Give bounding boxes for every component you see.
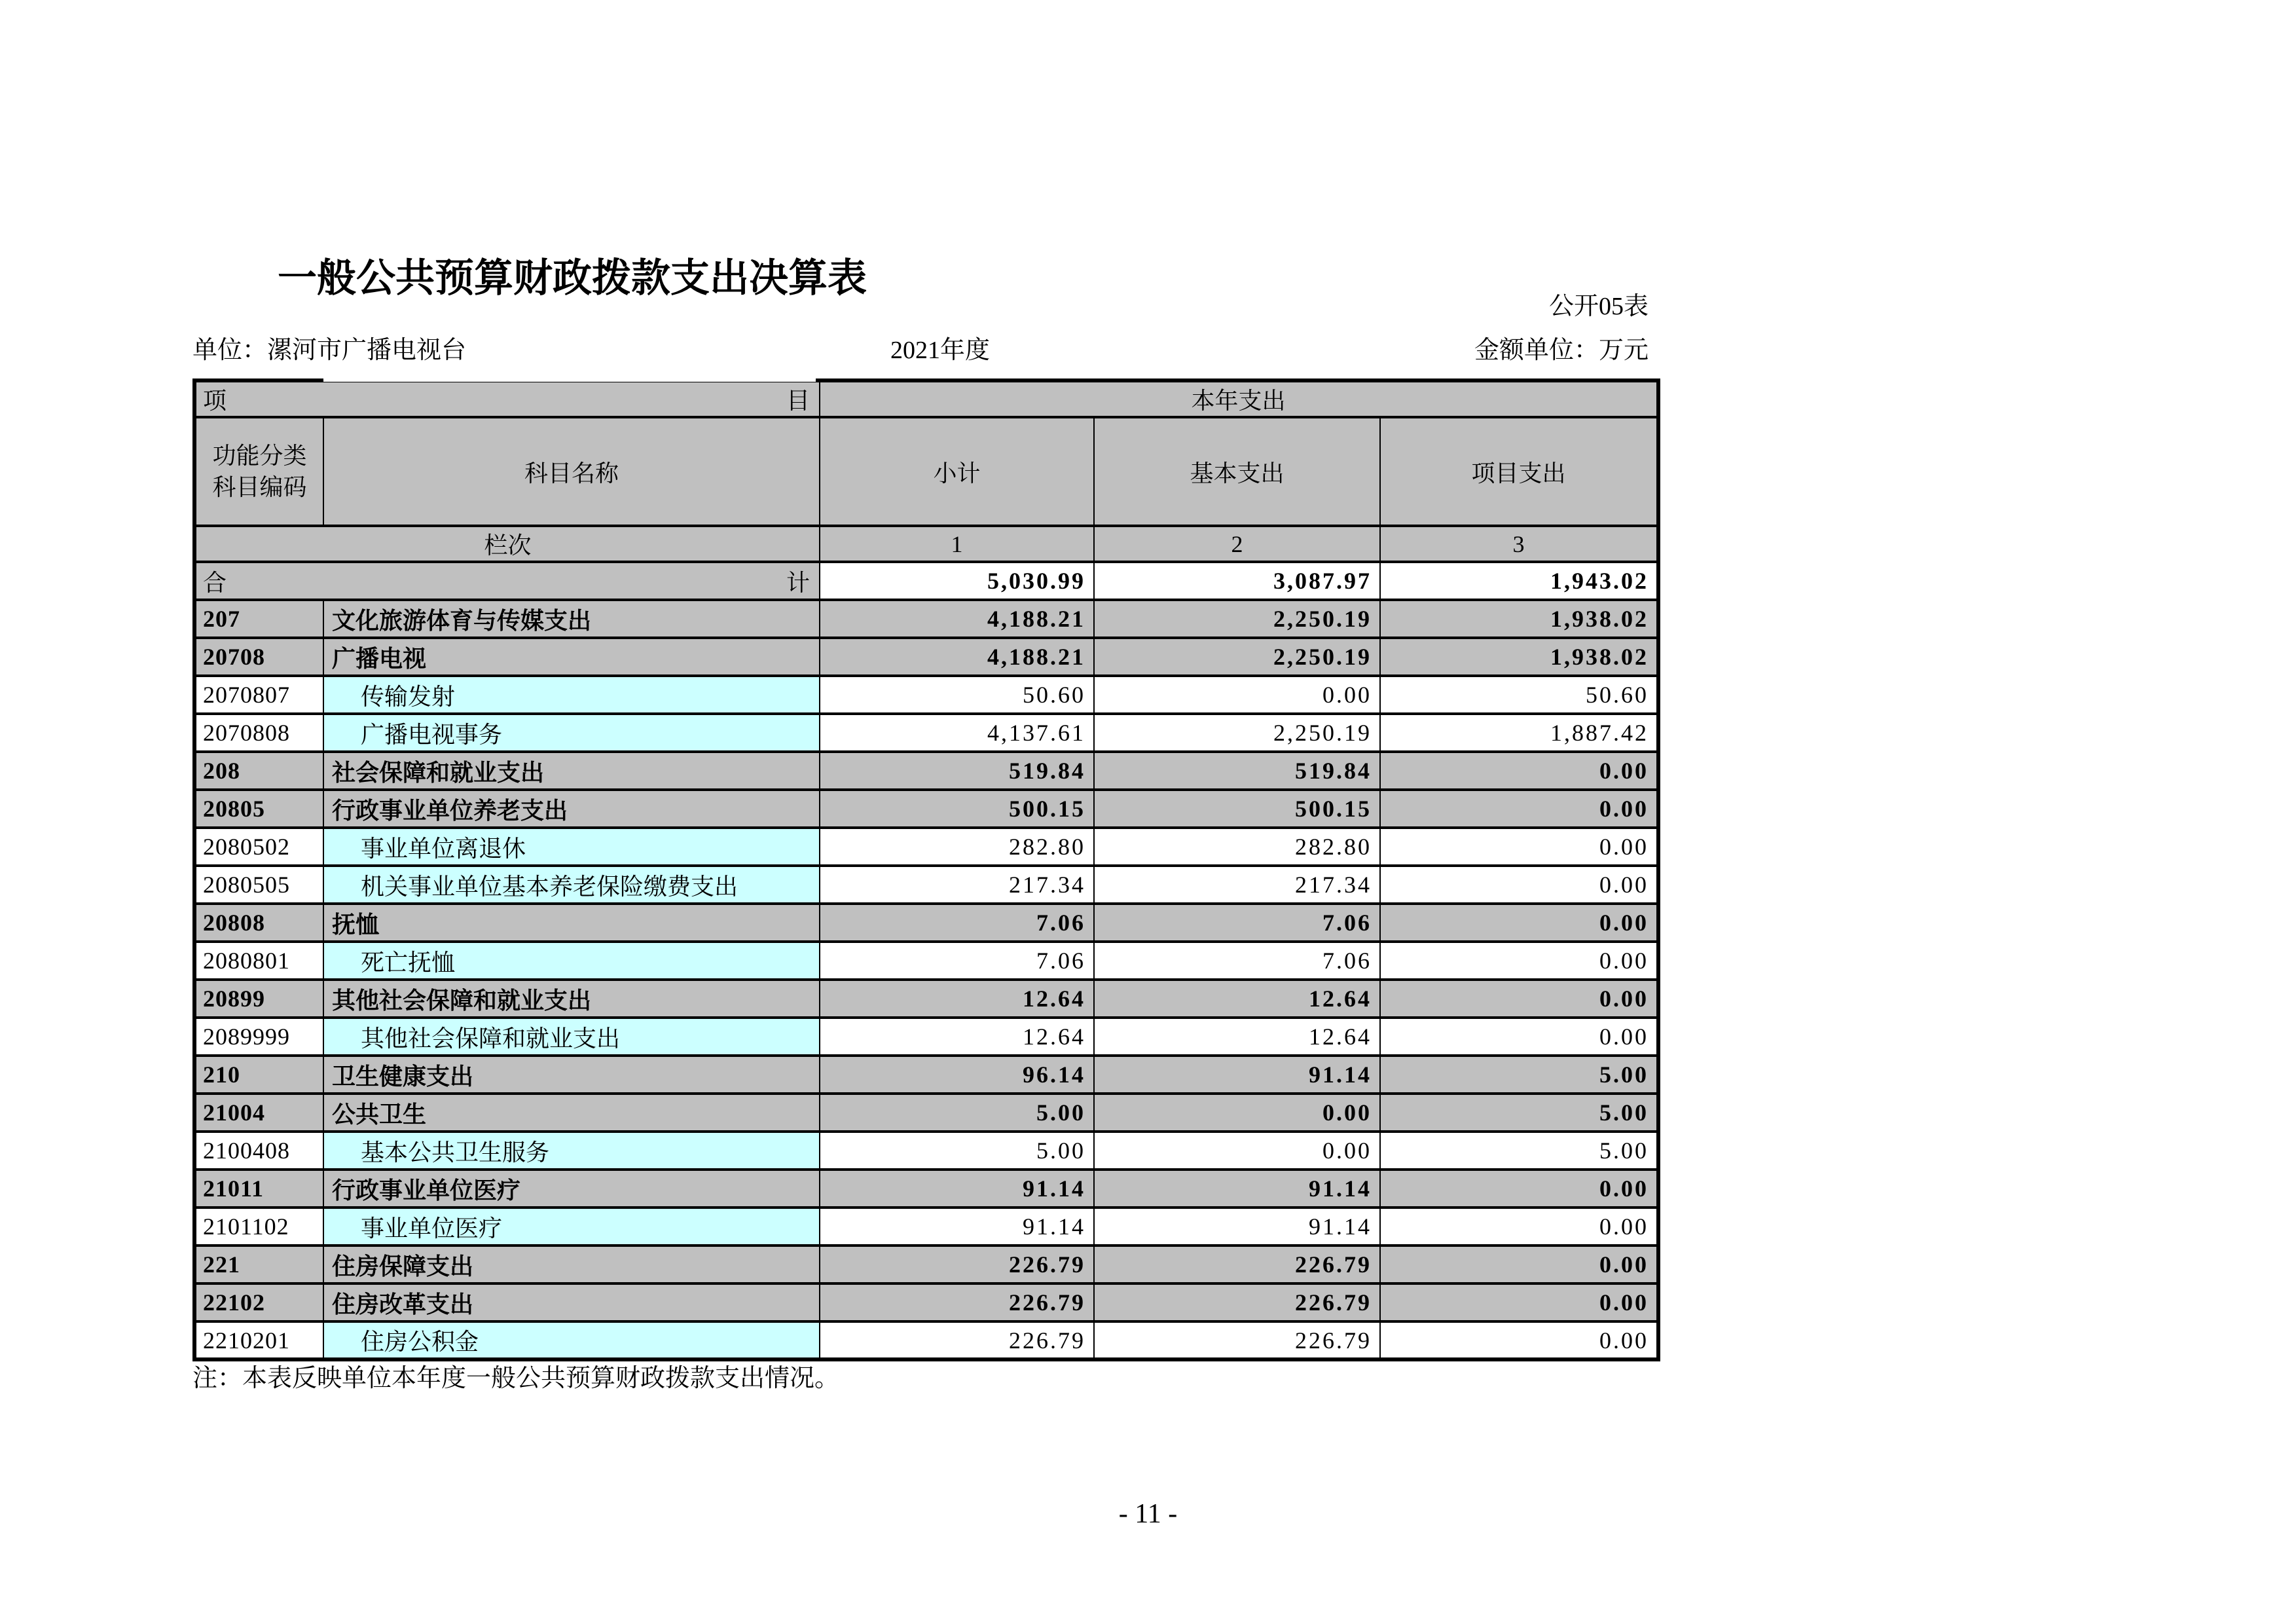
row-code: 2100408 — [194, 1132, 323, 1170]
row-name: 其他社会保障和就业支出 — [323, 980, 820, 1018]
row-subtotal: 519.84 — [820, 752, 1094, 790]
page-number: - 11 - — [1118, 1499, 1178, 1529]
row-subtotal: 7.06 — [820, 904, 1094, 942]
row-basic: 282.80 — [1094, 828, 1380, 866]
header-current-year-expenditure: 本年支出 — [820, 380, 1658, 417]
row-code: 22102 — [194, 1283, 323, 1321]
row-code: 208 — [194, 752, 323, 790]
form-code-label: 公开05表 — [1548, 293, 1649, 320]
row-subtotal: 5.00 — [820, 1132, 1094, 1170]
row-project: 0.00 — [1380, 1208, 1658, 1246]
row-subtotal: 12.64 — [820, 1018, 1094, 1056]
header-function-code-line1: 功能分类 — [212, 443, 307, 469]
row-name: 文化旅游体育与传媒支出 — [323, 600, 820, 638]
row-code: 20899 — [194, 980, 323, 1018]
row-code: 2080505 — [194, 866, 323, 904]
row-name: 机关事业单位基本养老保险缴费支出 — [323, 866, 820, 904]
row-code: 207 — [194, 600, 323, 638]
row-basic: 500.15 — [1094, 790, 1380, 828]
row-basic: 2,250.19 — [1094, 714, 1380, 752]
row-basic: 91.14 — [1094, 1170, 1380, 1208]
table-row — [194, 1056, 1658, 1094]
row-project: 0.00 — [1380, 942, 1658, 980]
table-row — [194, 714, 1658, 752]
table-row — [194, 1283, 1658, 1321]
header-item-cell — [194, 380, 820, 417]
row-project: 5.00 — [1380, 1132, 1658, 1170]
header-subject-name: 科目名称 — [323, 417, 820, 526]
row-subtotal: 5.00 — [820, 1094, 1094, 1132]
row-code: 2070808 — [194, 714, 323, 752]
row-subtotal: 500.15 — [820, 790, 1094, 828]
header-row-columns — [194, 417, 1658, 526]
row-subtotal: 282.80 — [820, 828, 1094, 866]
row-basic: 7.06 — [1094, 904, 1380, 942]
row-basic: 12.64 — [1094, 980, 1380, 1018]
row-basic: 226.79 — [1094, 1246, 1380, 1283]
row-project: 0.00 — [1380, 1283, 1658, 1321]
row-code: 2080801 — [194, 942, 323, 980]
row-project: 50.60 — [1380, 676, 1658, 714]
row-project: 0.00 — [1380, 1321, 1658, 1359]
header-function-code — [194, 417, 323, 526]
header-project-expenditure: 项目支出 — [1380, 417, 1658, 526]
row-subtotal: 96.14 — [820, 1056, 1094, 1094]
row-code: 221 — [194, 1246, 323, 1283]
row-project: 5.00 — [1380, 1056, 1658, 1094]
table-row — [194, 676, 1658, 714]
row-basic: 226.79 — [1094, 1321, 1380, 1359]
budget-table — [192, 378, 1660, 1361]
table-row — [194, 1132, 1658, 1170]
row-project: 0.00 — [1380, 790, 1658, 828]
row-name: 卫生健康支出 — [323, 1056, 820, 1094]
row-basic: 0.00 — [1094, 1132, 1380, 1170]
row-code: 21004 — [194, 1094, 323, 1132]
total-label-right: 计 — [786, 569, 810, 596]
row-subtotal: 12.64 — [820, 980, 1094, 1018]
header-col-number-1: 1 — [820, 526, 1094, 562]
table-row — [194, 1170, 1658, 1208]
row-basic: 2,250.19 — [1094, 638, 1380, 676]
total-label-left: 合 — [203, 569, 227, 596]
row-name: 住房改革支出 — [323, 1283, 820, 1321]
row-subtotal: 4,137.61 — [820, 714, 1094, 752]
table-row — [194, 752, 1658, 790]
row-basic: 7.06 — [1094, 942, 1380, 980]
row-code: 20708 — [194, 638, 323, 676]
table-row — [194, 1208, 1658, 1246]
total-subtotal-value: 5,030.99 — [820, 562, 1094, 600]
row-project: 0.00 — [1380, 752, 1658, 790]
row-name: 行政事业单位养老支出 — [323, 790, 820, 828]
row-code: 2089999 — [194, 1018, 323, 1056]
row-name: 行政事业单位医疗 — [323, 1170, 820, 1208]
row-basic: 91.14 — [1094, 1208, 1380, 1246]
row-subtotal: 226.79 — [820, 1283, 1094, 1321]
row-project: 0.00 — [1380, 904, 1658, 942]
row-project: 5.00 — [1380, 1094, 1658, 1132]
row-code: 20808 — [194, 904, 323, 942]
header-row-item — [194, 380, 1658, 417]
row-code: 2080502 — [194, 828, 323, 866]
row-project: 0.00 — [1380, 866, 1658, 904]
row-basic: 91.14 — [1094, 1056, 1380, 1094]
row-basic: 0.00 — [1094, 676, 1380, 714]
total-basic-value: 3,087.97 — [1094, 562, 1380, 600]
row-basic: 0.00 — [1094, 1094, 1380, 1132]
row-code: 210 — [194, 1056, 323, 1094]
total-row — [194, 562, 1658, 600]
row-basic: 519.84 — [1094, 752, 1380, 790]
row-project: 1,938.02 — [1380, 638, 1658, 676]
header-item-right: 目 — [786, 388, 810, 414]
table-row — [194, 904, 1658, 942]
table-row — [194, 942, 1658, 980]
table-row — [194, 980, 1658, 1018]
row-subtotal: 226.79 — [820, 1246, 1094, 1283]
row-subtotal: 50.60 — [820, 676, 1094, 714]
row-project: 1,938.02 — [1380, 600, 1658, 638]
row-subtotal: 4,188.21 — [820, 600, 1094, 638]
row-name: 死亡抚恤 — [323, 942, 820, 980]
row-basic: 2,250.19 — [1094, 600, 1380, 638]
header-subtotal: 小计 — [820, 417, 1094, 526]
table-row — [194, 790, 1658, 828]
row-name: 住房公积金 — [323, 1321, 820, 1359]
row-subtotal: 91.14 — [820, 1208, 1094, 1246]
row-project: 0.00 — [1380, 980, 1658, 1018]
row-name: 事业单位离退休 — [323, 828, 820, 866]
table-row — [194, 828, 1658, 866]
row-subtotal: 4,188.21 — [820, 638, 1094, 676]
row-basic: 217.34 — [1094, 866, 1380, 904]
row-basic: 226.79 — [1094, 1283, 1380, 1321]
row-code: 2101102 — [194, 1208, 323, 1246]
row-name: 传输发射 — [323, 676, 820, 714]
table-note: 注：本表反映单位本年度一般公共预算财政拨款支出情况。 — [192, 1365, 840, 1392]
row-name: 公共卫生 — [323, 1094, 820, 1132]
row-project: 0.00 — [1380, 1018, 1658, 1056]
header-function-code-line2: 科目编码 — [212, 474, 307, 500]
header-column-index-label: 栏次 — [194, 526, 820, 562]
row-name: 其他社会保障和就业支出 — [323, 1018, 820, 1056]
amount-unit-label: 金额单位：万元 — [1474, 337, 1649, 364]
row-project: 0.00 — [1380, 828, 1658, 866]
row-name: 抚恤 — [323, 904, 820, 942]
row-name: 社会保障和就业支出 — [323, 752, 820, 790]
row-subtotal: 91.14 — [820, 1170, 1094, 1208]
row-name: 基本公共卫生服务 — [323, 1132, 820, 1170]
table-row — [194, 866, 1658, 904]
fiscal-year-label: 2021年度 — [890, 337, 991, 364]
row-code: 20805 — [194, 790, 323, 828]
row-name: 广播电视 — [323, 638, 820, 676]
row-project: 0.00 — [1380, 1246, 1658, 1283]
row-code: 2070807 — [194, 676, 323, 714]
table-row — [194, 1321, 1658, 1359]
table-row — [194, 638, 1658, 676]
row-subtotal: 217.34 — [820, 866, 1094, 904]
header-row-column-index — [194, 526, 1658, 562]
page-title: 一般公共预算财政拨款支出决算表 — [278, 256, 867, 300]
table-row — [194, 1094, 1658, 1132]
header-item-left: 项 — [203, 388, 227, 414]
header-col-number-2: 2 — [1094, 526, 1380, 562]
row-subtotal: 226.79 — [820, 1321, 1094, 1359]
row-project: 0.00 — [1380, 1170, 1658, 1208]
header-basic-expenditure: 基本支出 — [1094, 417, 1380, 526]
row-code: 2210201 — [194, 1321, 323, 1359]
table-row — [194, 600, 1658, 638]
row-name: 广播电视事务 — [323, 714, 820, 752]
total-label-cell — [194, 562, 820, 600]
header-col-number-3: 3 — [1380, 526, 1658, 562]
table-row — [194, 1018, 1658, 1056]
row-project: 1,887.42 — [1380, 714, 1658, 752]
row-code: 21011 — [194, 1170, 323, 1208]
row-name: 事业单位医疗 — [323, 1208, 820, 1246]
row-basic: 12.64 — [1094, 1018, 1380, 1056]
row-subtotal: 7.06 — [820, 942, 1094, 980]
table-row — [194, 1246, 1658, 1283]
table-top-border-gap — [323, 376, 816, 382]
total-project-value: 1,943.02 — [1380, 562, 1658, 600]
row-name: 住房保障支出 — [323, 1246, 820, 1283]
unit-label: 单位：漯河市广播电视台 — [192, 337, 467, 364]
